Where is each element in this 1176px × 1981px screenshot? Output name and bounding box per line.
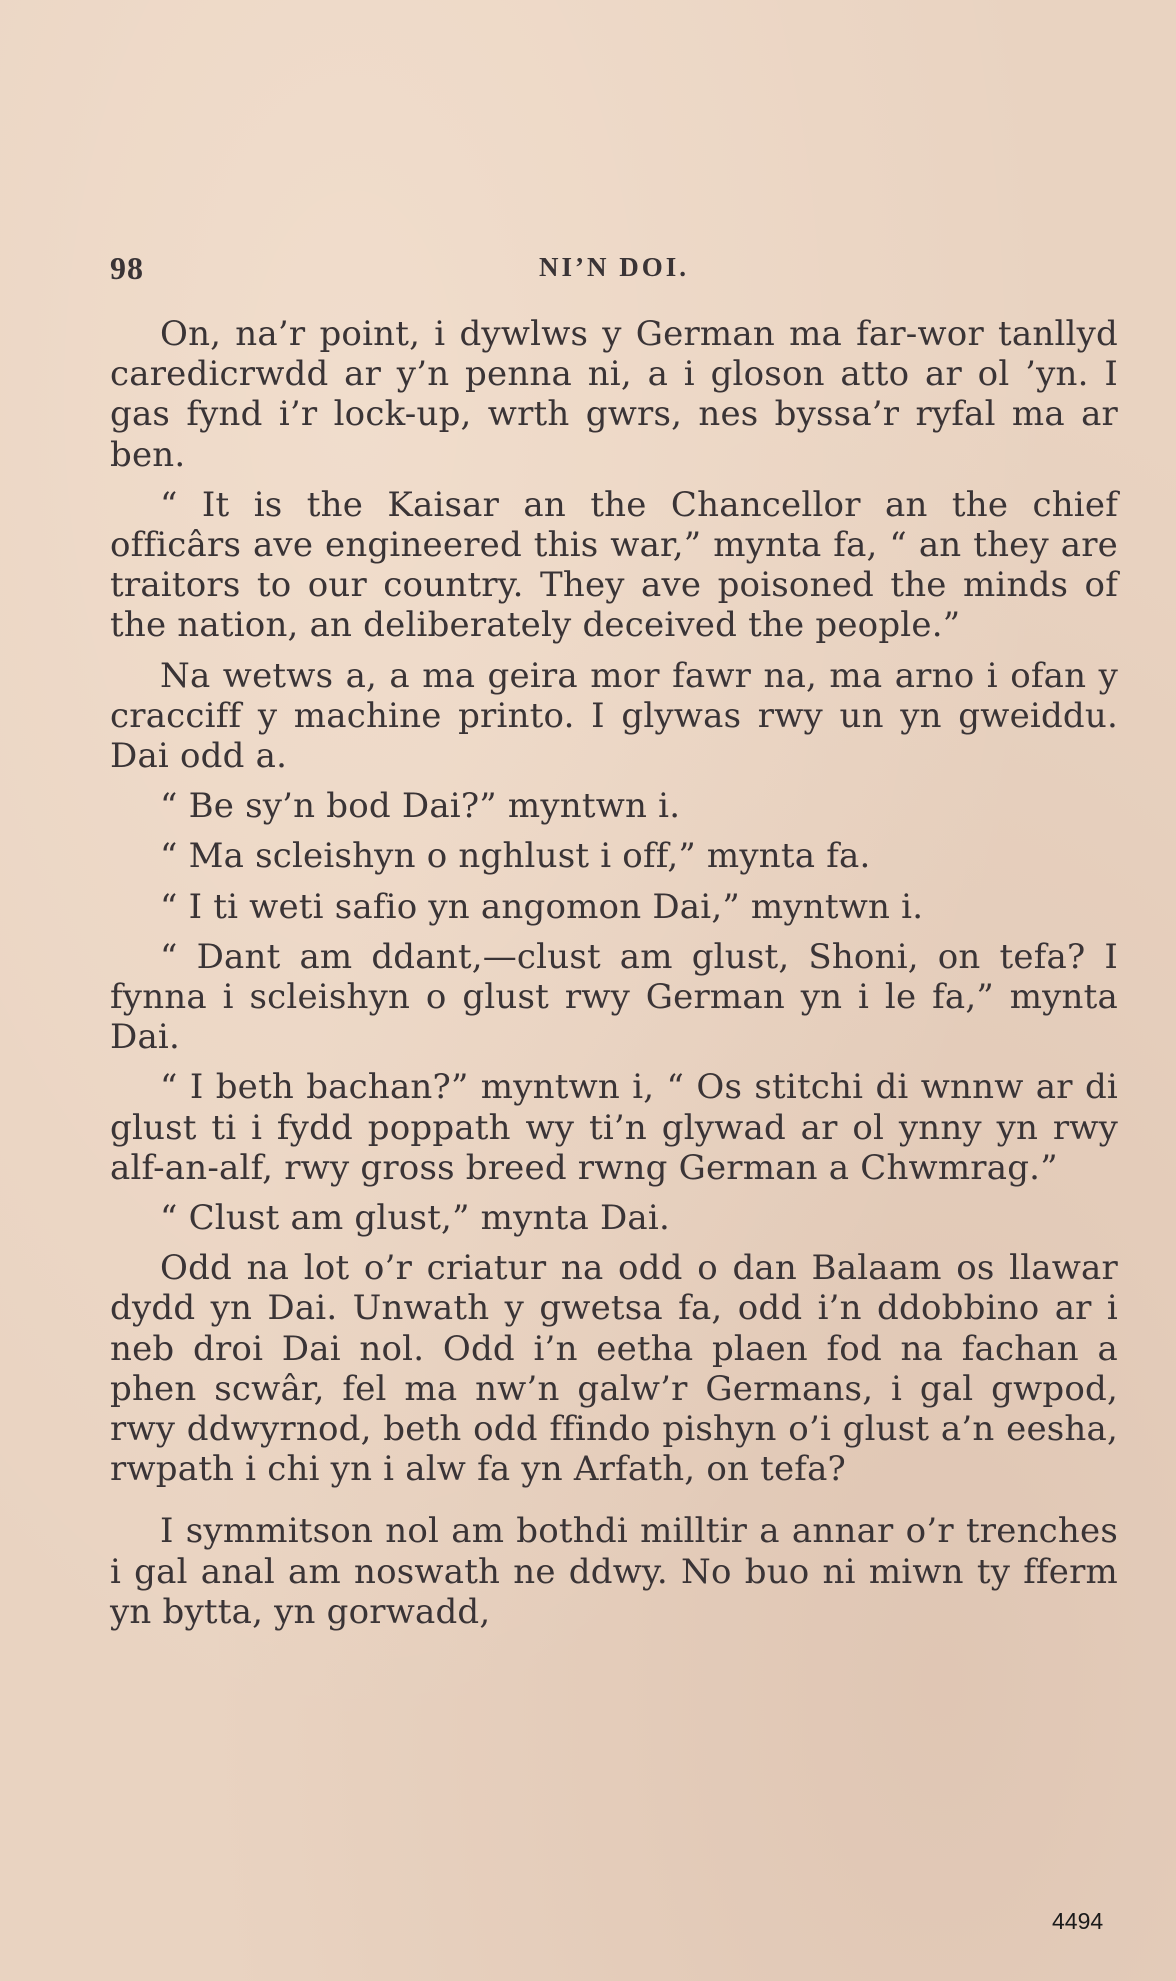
paragraph: “ Ma scleishyn o nghlust i off,” mynta fa. [160,836,871,877]
paragraph: “ I beth bachan?” myntwn i, “ Os stitchi di wnnw ar di glust ti i fydd poppath wy ti’n glywad ar ol ynny yn rwy alf-an-alf, rwy gross breed rwng German a Chwmrag.” [110,1067,1118,1188]
page-number: 98 [110,250,144,286]
page-header [110,240,1118,300]
paragraph: On, na’r point, i dywlws y German ma far-wor tanllyd caredicrwdd ar y’n penna ni, a i gloson atto ar ol ’yn. I gas fynd i’r lock-up, wrth gwrs, nes byssa’r ryfal ma ar ben. [110,314,1118,475]
paragraph: “ It is the Kaisar an the Chancellor an the chief officârs ave engineered this war,” mynta fa, “ an they are traitors to our country. They ave poisoned the minds of the nation, an deliberately deceived the people.” [110,484,1118,646]
scan-id-label: 4494 [1052,1908,1104,1934]
paragraph: I symmitson nol am bothdi milltir a annar o’r trenches i gal anal am noswath ne ddwy. No buo ni miwn ty fferm yn bytta, yn gorwadd, [110,1511,1118,1632]
paragraph: “ I ti weti safio yn angomon Dai,” myntwn i. [160,886,924,927]
running-title: NI’N DOI. [538,252,689,282]
paragraph: “ Dant am ddant,—clust am glust, Shoni, on tefa? I fynna i scleishyn o glust rwy German yn i le fa,” mynta Dai. [110,936,1118,1058]
paragraph: “ Be sy’n bod Dai?” myntwn i. [160,786,681,827]
body-text [110,314,1118,1632]
paragraph: Na wetws a, a ma geira mor fawr na, ma arno i ofan y cracciff y machine printo. I glywas rwy un yn gweiddu. Dai odd a. [110,655,1118,777]
paragraph: “ Clust am glust,” mynta Dai. [160,1198,670,1239]
book-page [110,240,1118,1642]
paragraph: Odd na lot o’r criatur na odd o dan Balaam os llawar dydd yn Dai. Unwath y gwetsa fa, odd i’n ddobbino ar i neb droi Dai nol. Odd i’n eetha plaen fod na fachan a phen scwâr, fel ma nw’n galw’r Germans, i gal gwpod, rwy ddwyrnod, beth odd ffindo pishyn o’i glust a’n eesha, rwpath i chi yn i alw fa yn Arfath, on tefa? [110,1248,1118,1490]
